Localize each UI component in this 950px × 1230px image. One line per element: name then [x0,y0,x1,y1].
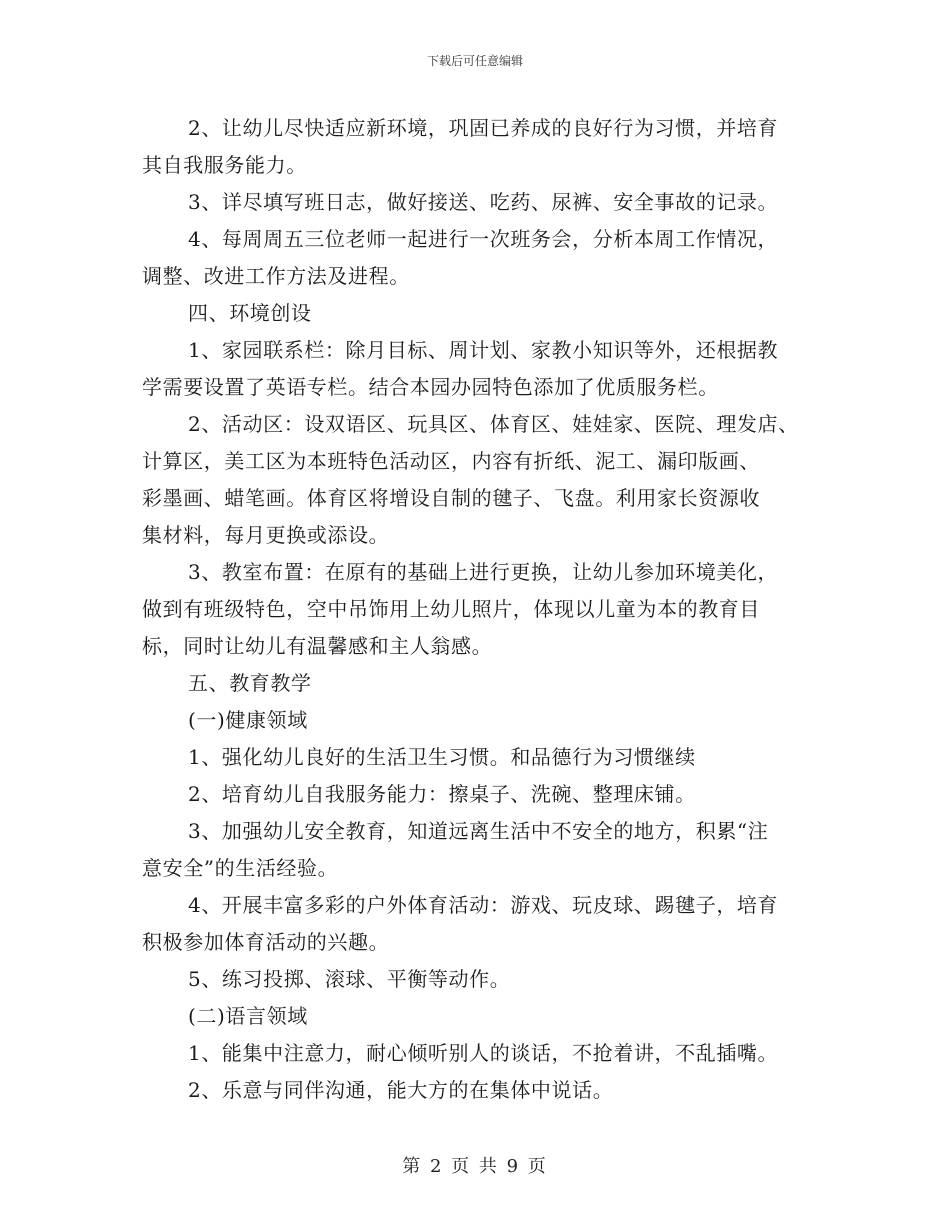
page-footer: 第 2 页 共 9 页 [402,1156,548,1177]
text-line: 2、培育幼儿自我服务能力：擦桌子、洗碗、整理床铺。 [188,782,696,806]
text-line: 3、教室布置：在原有的基础上进行更换，让幼儿参加环境美化， [188,560,779,584]
text-line: (二)语言领域 [188,1004,308,1028]
text-line: 4、开展丰富多彩的户外体育活动：游戏、玩皮球、踢毽子，培育 [188,893,779,917]
text-line: 1、能集中注意力，耐心倾听别人的谈话，不抢着讲，不乱插嘴。 [188,1041,779,1065]
text-line: 五、教育教学 [188,671,312,695]
text-line: 调整、改进工作方法及进程。 [142,264,410,288]
text-line: 标，同时让幼儿有温馨感和主人翁感。 [142,634,493,658]
text-line: 2、活动区：设双语区、玩具区、体育区、娃娃家、医院、理发店、 [188,412,799,436]
text-line: 3、加强幼儿安全教育，知道远离生活中不安全的地方，积累“注 [188,819,769,843]
text-line: 意安全”的生活经验。 [142,856,339,880]
text-line: 四、环境创设 [188,301,312,325]
text-line: 其自我服务能力。 [142,153,307,177]
text-line: 2、让幼儿尽快适应新环境，巩固已养成的良好行为习惯，并培育 [188,116,779,140]
text-line: 彩墨画、蜡笔画。体育区将增设自制的毽子、飞盘。利用家长资源收 [142,486,760,510]
text-line: 做到有班级特色，空中吊饰用上幼儿照片，体现以儿童为本的教育目 [142,597,760,621]
text-line: 5、练习投掷、滚球、平衡等动作。 [188,967,511,991]
text-line: (一)健康领域 [188,708,308,732]
text-line: 2、乐意与同伴沟通，能大方的在集体中说话。 [188,1078,614,1102]
text-line: 4、每周周五三位老师一起进行一次班务会，分析本周工作情况， [188,227,779,251]
text-line: 学需要设置了英语专栏。结合本园办园特色添加了优质服务栏。 [142,375,719,399]
text-line: 1、家园联系栏：除月目标、周计划、家教小知识等外，还根据教 [188,338,779,362]
text-line: 集材料，每月更换或添设。 [142,523,390,547]
page-header: 下载后可任意编辑 [426,54,523,68]
text-line: 3、详尽填写班日志，做好接送、吃药、尿裤、安全事故的记录。 [188,190,779,214]
text-line: 计算区，美工区为本班特色活动区，内容有折纸、泥工、漏印版画、 [142,449,760,473]
text-line: 积极参加体育活动的兴趣。 [142,930,390,954]
text-line: 1、强化幼儿良好的生活卫生习惯。和品德行为习惯继续 [188,745,696,769]
document-body [142,110,822,1109]
